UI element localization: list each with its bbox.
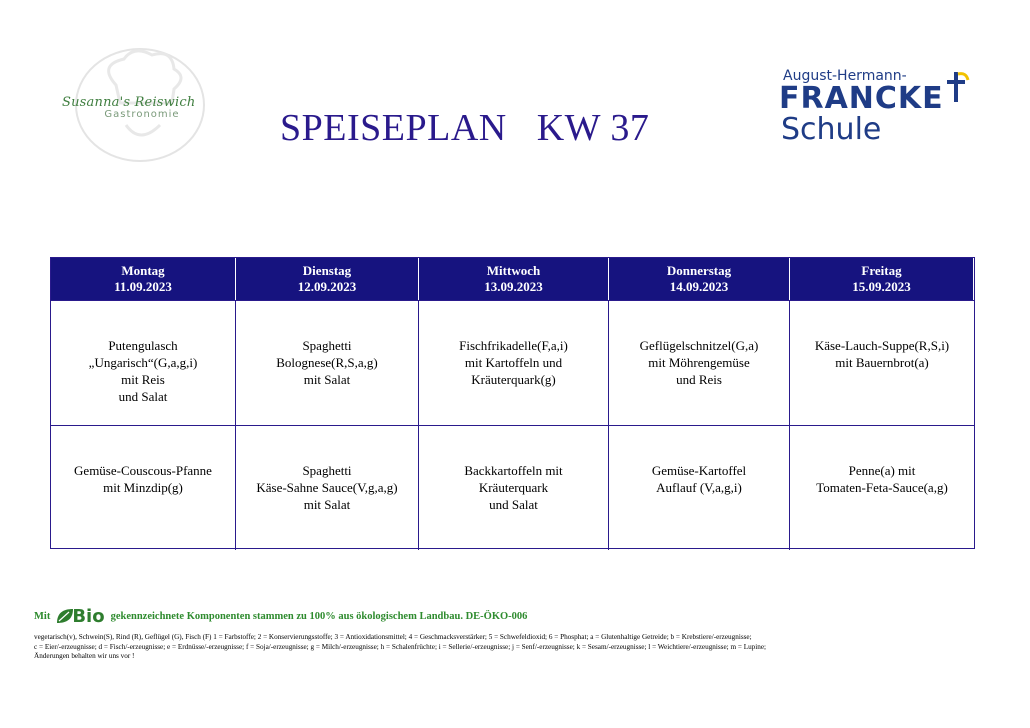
menu-cell-friday-1: [790, 300, 974, 425]
menu-line: Gemüse-Couscous-Pfanne: [74, 463, 212, 478]
menu-cell-friday-2: [790, 425, 974, 550]
day-name: Freitag: [861, 263, 902, 278]
cross-icon: [945, 70, 971, 106]
page-title: SPEISEPLAN KW 37: [280, 107, 650, 149]
day-header-thursday: [609, 258, 790, 300]
bio-logo: [55, 606, 104, 627]
day-name: Dienstag: [302, 263, 352, 278]
bio-prefix: Mit: [34, 610, 51, 622]
day-date: 12.09.2023: [297, 279, 357, 294]
menu-line: Spaghetti: [302, 463, 352, 478]
menu-line: mit Möhrengemüse: [648, 355, 750, 370]
legend-line: vegetarisch(v), Schwein(S), Rind (R), Geflügel (G), Fisch (F) 1 = Farbstoffe; 2 = Konservierungsstoffe; 3 = Antioxidationsmittel; 4 = Geschmacksverstärker; 5 = Schwefeldioxid; 6 = Phosphat; a = Glutenhaltige Getreide; b = Krebstiere/-erzeugnisse;: [34, 633, 752, 641]
menu-line: Kräuterquark: [478, 480, 549, 495]
menu-line: Kräuterquark(g): [471, 372, 556, 387]
bio-logo-text: Bio: [72, 605, 105, 627]
menu-line: mit Salat: [303, 497, 351, 512]
menu-cell-wednesday-2: [419, 425, 609, 550]
menu-line: mit Kartoffeln und: [464, 355, 563, 370]
school-logo-line3: Schule: [781, 112, 882, 147]
menu-line: Fischfrikadelle(F,a,i): [459, 338, 568, 353]
menu-line: mit Minzdip(g): [103, 480, 183, 495]
day-header-friday: [790, 258, 974, 300]
menu-line: Backkartoffeln mit: [464, 463, 563, 478]
menu-line: Putengulasch: [108, 338, 178, 353]
day-name: Montag: [121, 263, 165, 278]
school-logo: [779, 68, 979, 148]
menu-line: und Reis: [676, 372, 722, 387]
day-name: Donnerstag: [666, 263, 732, 278]
day-date: 15.09.2023: [852, 279, 911, 294]
day-date: 13.09.2023: [484, 279, 543, 294]
allergen-legend: [34, 633, 974, 662]
menu-cell-monday-1: [51, 300, 236, 425]
menu-cell-tuesday-1: [236, 300, 419, 425]
day-date: 11.09.2023: [114, 279, 172, 294]
caterer-subtitle: Gastronomie: [104, 109, 180, 120]
school-logo-line1: August-Hermann-: [783, 68, 907, 84]
menu-cell-thursday-2: [609, 425, 790, 550]
legend-line: c = Eier/-erzeugnisse; d = Fisch/-erzeugnisse; e = Erdnüsse/-erzeugnisse; f = Soja/-erzeugnisse; g = Milch/-erzeugnisse; h = Schalenfrüchte; i = Sellerie/-erzeugnisse; j = Senf/-erzeugnisse; k = Sesam/-erzeugnisse; l = Weichtiere/-erzeugnisse; m = Lupine;: [34, 642, 767, 651]
menu-line: Bolognese(R,S,a,g): [276, 355, 378, 370]
menu-line: und Salat: [118, 389, 168, 404]
day-header-monday: [51, 258, 236, 300]
menu-line: Käse-Sahne Sauce(V,g,a,g): [256, 480, 398, 495]
menu-line: Tomaten-Feta-Sauce(a,g): [816, 480, 948, 495]
menu-table: [50, 257, 975, 549]
caterer-name: Susanna's Reiswich: [62, 95, 196, 110]
day-header-wednesday: [419, 258, 609, 300]
bio-notice: [34, 604, 527, 628]
menu-line: und Salat: [489, 497, 538, 512]
caterer-logo: [56, 45, 224, 163]
menu-line: mit Bauernbrot(a): [835, 355, 929, 370]
menu-line: mit Reis: [121, 372, 165, 387]
day-date: 14.09.2023: [669, 279, 729, 294]
menu-line: mit Salat: [303, 372, 351, 387]
menu-cell-thursday-1: [609, 300, 790, 425]
menu-cell-monday-2: [51, 425, 236, 550]
menu-line: Käse-Lauch-Suppe(R,S,i): [814, 338, 950, 353]
legend-line: Änderungen behalten wir uns vor !: [34, 652, 135, 661]
menu-line: Spaghetti: [302, 338, 352, 353]
menu-line: Geflügelschnitzel(G,a): [639, 338, 759, 353]
bio-text: gekennzeichnete Komponenten stammen zu 100% aus ökologischem Landbau. DE-ÖKO-006: [110, 610, 528, 622]
menu-cell-wednesday-1: [419, 300, 609, 425]
menu-line: „Ungarisch“(G,a,g,i): [88, 355, 198, 370]
school-logo-line2: FRANCKE: [779, 81, 944, 116]
day-name: Mittwoch: [486, 263, 541, 278]
menu-line: Gemüse-Kartoffel: [651, 463, 747, 478]
day-header-tuesday: [236, 258, 419, 300]
menu-line: Auflauf (V,a,g,i): [656, 480, 742, 495]
menu-line: Penne(a) mit: [848, 463, 916, 478]
menu-cell-tuesday-2: [236, 425, 419, 550]
